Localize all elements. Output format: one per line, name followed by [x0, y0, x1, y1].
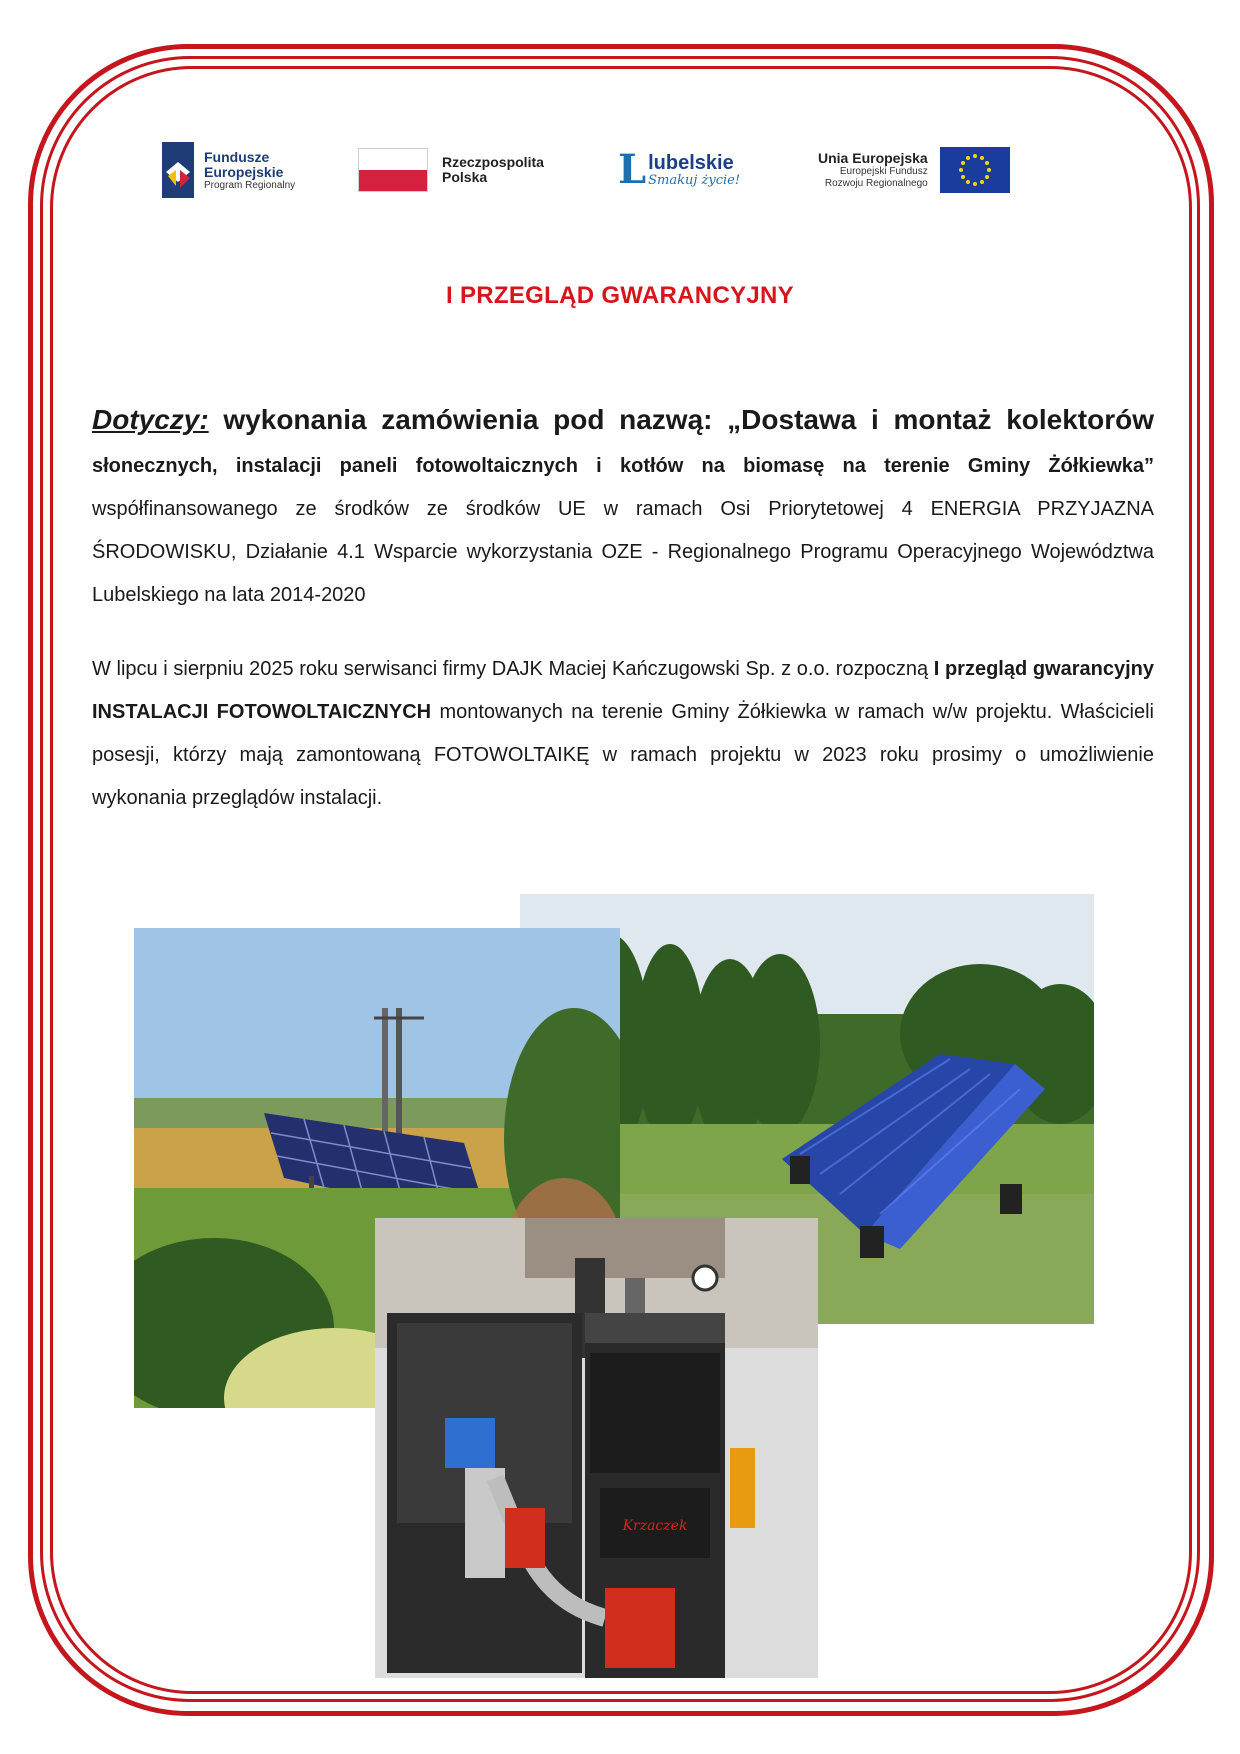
rzeczpospolita-line1: Rzeczpospolita [442, 154, 544, 170]
announcement-bold: I przegląd gwarancyjny INSTALACJI FOTOWOLTAICZNYCH [92, 658, 1154, 723]
fundusze-europejskie-logo [162, 140, 295, 200]
unia-europejska-logo [818, 140, 1010, 200]
rzeczpospolita-logo [358, 140, 544, 200]
dotyczy-lead: wykonania zamówienia pod nazwą: „Dostawa i montaż kolektorów [223, 404, 1154, 435]
lubelskie-logo [618, 140, 740, 200]
unia-title: Unia Europejska [818, 150, 928, 166]
biomass-boiler-photo [375, 1218, 818, 1678]
dotyczy-label: Dotyczy: [92, 404, 209, 435]
rzeczpospolita-line2: Polska [442, 169, 488, 185]
dotyczy-body: współfinansowanego ze środków ze środków UE w ramach Osi Priorytetowej 4 ENERGIA PRZYJAZNA ŚRODOWISKU, Działanie 4.1 Wsparcie wykorzystania OZE - Regionalnego Programu Operacyjnego Województwa Lubelskiego na lata 2014-2020 [92, 498, 1154, 606]
polish-flag-icon [358, 148, 428, 192]
unia-sub2: Rozwoju Regionalnego [824, 178, 928, 189]
dotyczy-lead-rest: słonecznych, instalacji paneli fotowoltaicznych i kotłów na biomasę na terenie Gminy Żółkiewka” [92, 455, 1154, 477]
lubelskie-slogan: Smakuj życie! [648, 172, 741, 188]
announcement-part2: montowanych na terenie Gminy Żółkiewka w ramach w/w projektu. Właścicieli posesji, którzy mają zamontowaną FOTOWOLTAIKĘ w ramach projektu w 2023 roku prosimy o umożliwienie wykonania przeglądów instalacji. [92, 701, 1154, 809]
fundusze-sub: Program Regionalny [204, 179, 296, 191]
lubelskie-name: lubelskie [648, 151, 734, 174]
fundusze-line1: Fundusze [204, 148, 270, 165]
announcement-part1: W lipcu i sierpniu 2025 roku serwisanci firmy DAJK Maciej Kańczugowski Sp. z o.o. rozpoczną [92, 658, 934, 680]
unia-sub1: Europejski Fundusz [839, 166, 928, 177]
lubelskie-l-icon: L [618, 146, 647, 193]
fundusze-europejskie-icon [162, 142, 194, 198]
paragraph-announcement [92, 648, 1154, 820]
fundusze-line2: Europejskie [204, 163, 284, 180]
boiler-brand-label: Krzaczek [622, 1518, 688, 1534]
paragraph-dotyczy [92, 398, 1154, 617]
eu-flag-icon [940, 147, 1010, 193]
page-title: I PRZEGLĄD GWARANCYJNY [446, 282, 794, 309]
